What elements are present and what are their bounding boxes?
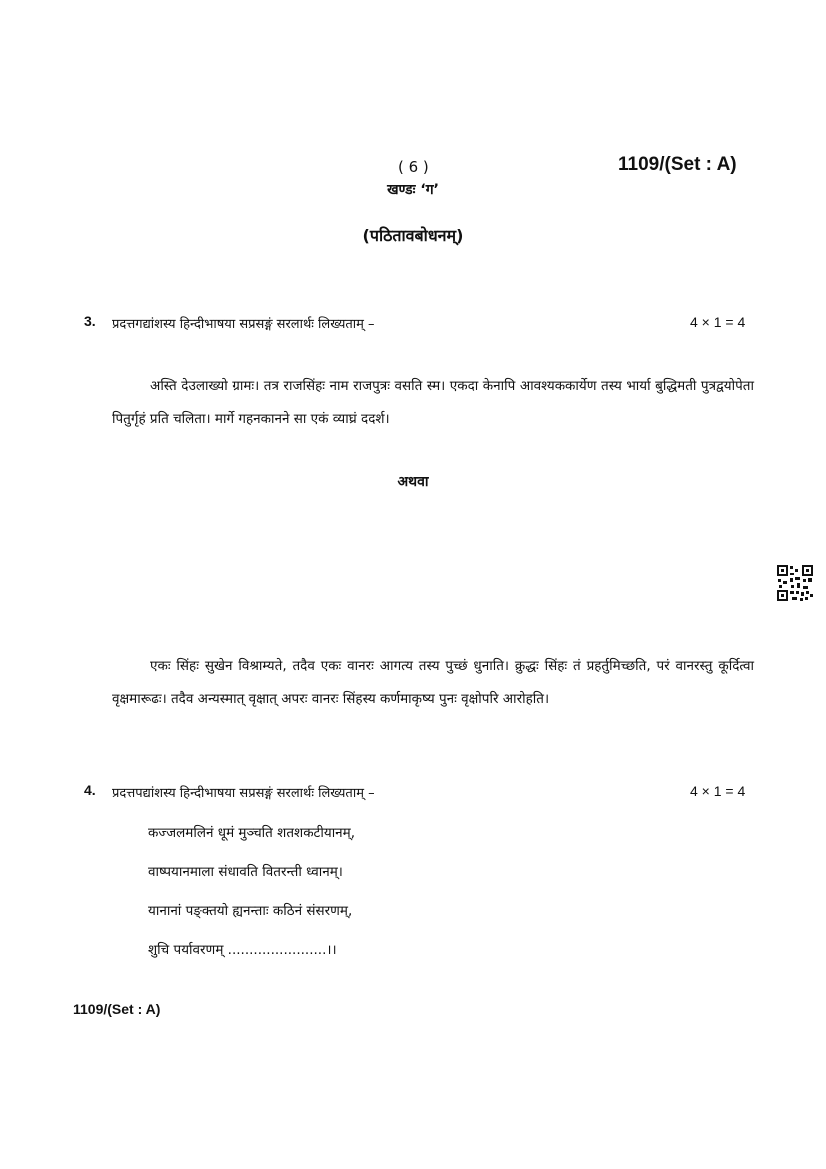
- set-code-header: 1109/(Set : A): [618, 154, 737, 175]
- question-3-prompt: प्रदत्तगद्यांशस्य हिन्दीभाषया सप्रसङ्गं सरलार्थः लिख्यताम् –: [112, 317, 375, 332]
- qr-code-icon: [776, 564, 814, 602]
- verse-line-3: यानानां पङ्क्तयो ह्यनन्ताः कठिनं संसरणम्,: [148, 903, 353, 919]
- verse-line-4: शुचि पर्यावरणम् .......................।।: [148, 942, 337, 958]
- section-subtitle: (पठितावबोधनम्): [362, 226, 464, 245]
- verse-line-2: वाष्पयानमाला संधावति वितरन्ती ध्वानम्।: [148, 864, 343, 880]
- or-divider: अथवा: [397, 474, 429, 490]
- question-4-number: 4.: [84, 782, 96, 798]
- question-4-prompt: प्रदत्तपद्यांशस्य हिन्दीभाषया सप्रसङ्गं सरलार्थः लिख्यताम् –: [112, 786, 375, 801]
- question-3-marks: 4 × 1 = 4: [690, 314, 746, 330]
- question-3-number: 3.: [84, 313, 96, 329]
- set-code-footer: 1109/(Set : A): [73, 1001, 161, 1017]
- question-3-passage-1: अस्ति देउलाख्यो ग्रामः। तत्र राजसिंहः नाम राजपुत्रः वसति स्म। एकदा केनापि आवश्यककार्येण तस्य भार्या बुद्धिमती पुत्रद्वयोपेता पितुर्गृहं प्रति चलिता। मार्गे गहनकानने सा एकं व्याघ्रं ददर्श।: [112, 378, 754, 427]
- page-number: ( 6 ): [398, 158, 429, 176]
- verse-line-1: कज्जलमलिनं धूमं मुञ्चति शतशकटीयानम्,: [148, 825, 356, 841]
- section-heading: खण्डः ‘ग’: [387, 182, 439, 198]
- question-4-marks: 4 × 1 = 4: [690, 783, 746, 799]
- question-3-passage-2: एकः सिंहः सुखेन विश्राम्यते, तदैव एकः वानरः आगत्य तस्य पुच्छं धुनाति। क्रुद्धः सिंहः तं प्रहर्तुमिच्छति, परं वानरस्तु कूर्दित्वा वृक्षमारूढः। तदैव अन्यस्मात् वृक्षात् अपरः वानरः सिंहस्य कर्णमाकृष्य पुनः वृक्षोपरि आरोहति।: [112, 658, 754, 707]
